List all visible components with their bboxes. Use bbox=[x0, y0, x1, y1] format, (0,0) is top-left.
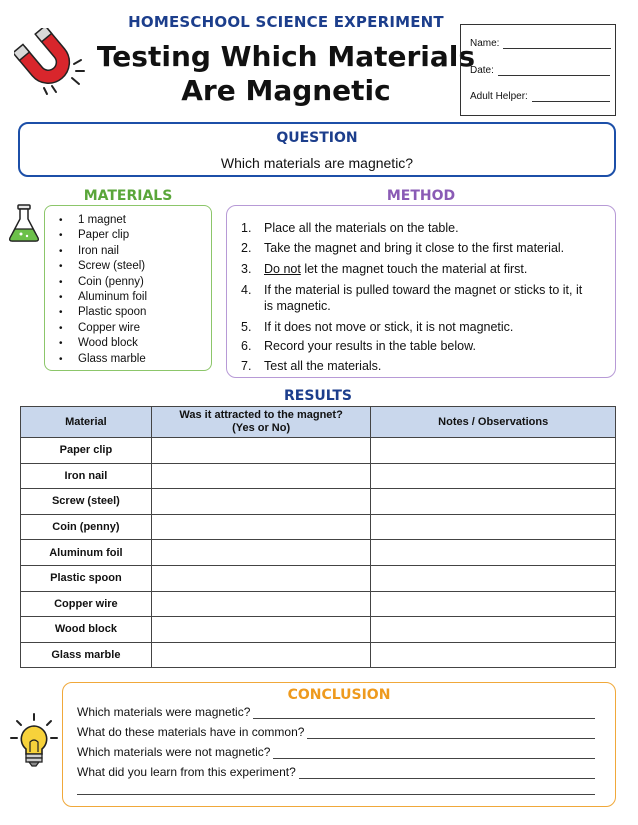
method-step: 1. Place all the materials on the table. bbox=[241, 221, 459, 235]
attracted-cell[interactable] bbox=[151, 591, 371, 617]
attracted-cell[interactable] bbox=[151, 489, 371, 515]
method-step: 3. Do not let the magnet touch the material at first. bbox=[241, 262, 528, 276]
attracted-cell[interactable] bbox=[151, 642, 371, 668]
question-box bbox=[18, 122, 616, 177]
conclusion-box bbox=[62, 682, 616, 807]
notes-cell[interactable] bbox=[371, 463, 616, 489]
material-cell: Copper wire bbox=[21, 591, 152, 617]
answer-line[interactable] bbox=[307, 728, 595, 739]
lightbulb-icon bbox=[8, 712, 60, 770]
table-row bbox=[21, 489, 616, 515]
table-row bbox=[21, 540, 616, 566]
material-item: • Aluminum foil bbox=[59, 290, 147, 305]
method-step: 2. Take the magnet and bring it close to the first material. bbox=[241, 241, 565, 255]
date-field[interactable]: Date: bbox=[470, 65, 610, 76]
method-step: 7. Test all the materials. bbox=[241, 359, 382, 373]
column-header-material: Material bbox=[21, 407, 152, 438]
notes-cell[interactable] bbox=[371, 617, 616, 643]
materials-box bbox=[44, 205, 212, 371]
attracted-cell[interactable] bbox=[151, 617, 371, 643]
material-cell: Plastic spoon bbox=[21, 565, 152, 591]
results-heading: RESULTS bbox=[283, 388, 353, 404]
conclusion-heading: CONCLUSION bbox=[287, 687, 391, 703]
answer-line[interactable] bbox=[253, 708, 595, 719]
notes-cell[interactable] bbox=[371, 438, 616, 464]
table-row bbox=[21, 438, 616, 464]
material-cell: Coin (penny) bbox=[21, 514, 152, 540]
column-header-notes: Notes / Observations bbox=[371, 407, 616, 438]
material-item: • Glass marble bbox=[59, 352, 147, 367]
column-header-attracted: Was it attracted to the magnet? (Yes or No) bbox=[151, 407, 371, 438]
material-item: • Screw (steel) bbox=[59, 259, 147, 274]
material-item: • Plastic spoon bbox=[59, 305, 147, 320]
adult-helper-field[interactable]: Adult Helper: bbox=[470, 91, 610, 102]
results-table bbox=[20, 406, 616, 668]
material-cell: Paper clip bbox=[21, 438, 152, 464]
material-cell: Aluminum foil bbox=[21, 540, 152, 566]
material-item: • 1 magnet bbox=[59, 213, 147, 228]
attracted-cell[interactable] bbox=[151, 540, 371, 566]
name-field[interactable]: Name: bbox=[470, 38, 611, 49]
question-heading: QUESTION bbox=[276, 130, 358, 146]
attracted-cell[interactable] bbox=[151, 438, 371, 464]
notes-cell[interactable] bbox=[371, 642, 616, 668]
magnet-icon bbox=[14, 28, 88, 96]
question-text: Which materials are magnetic? bbox=[220, 155, 414, 171]
table-header-row bbox=[21, 407, 616, 438]
table-row bbox=[21, 591, 616, 617]
material-item: • Paper clip bbox=[59, 228, 147, 243]
material-item: • Coin (penny) bbox=[59, 275, 147, 290]
method-step: 6. Record your results in the table below. bbox=[241, 339, 476, 353]
name-box bbox=[460, 24, 616, 116]
notes-cell[interactable] bbox=[371, 514, 616, 540]
flask-icon bbox=[6, 203, 42, 243]
material-item: • Iron nail bbox=[59, 244, 147, 259]
material-item: • Copper wire bbox=[59, 321, 147, 336]
attracted-cell[interactable] bbox=[151, 514, 371, 540]
conclusion-question[interactable]: Which materials were magnetic? bbox=[77, 705, 595, 719]
materials-heading: MATERIALS bbox=[83, 188, 173, 204]
materials-list bbox=[59, 213, 147, 367]
conclusion-question[interactable]: Which materials were not magnetic? bbox=[77, 745, 595, 759]
conclusion-question[interactable]: What did you learn from this experiment? bbox=[77, 765, 595, 779]
attracted-cell[interactable] bbox=[151, 565, 371, 591]
table-row bbox=[21, 617, 616, 643]
material-cell: Wood block bbox=[21, 617, 152, 643]
table-row bbox=[21, 463, 616, 489]
method-step: 5. If it does not move or stick, it is not magnetic. bbox=[241, 320, 514, 334]
notes-cell[interactable] bbox=[371, 540, 616, 566]
table-row bbox=[21, 514, 616, 540]
attracted-cell[interactable] bbox=[151, 463, 371, 489]
method-heading: METHOD bbox=[386, 188, 456, 204]
method-step: 4. If the material is pulled toward the magnet or sticks to it, it is magnetic. bbox=[241, 283, 583, 313]
material-cell: Screw (steel) bbox=[21, 489, 152, 515]
table-row bbox=[21, 565, 616, 591]
conclusion-question[interactable]: What do these materials have in common? bbox=[77, 725, 595, 739]
material-cell: Glass marble bbox=[21, 642, 152, 668]
method-box bbox=[226, 205, 616, 378]
material-cell: Iron nail bbox=[21, 463, 152, 489]
answer-line[interactable] bbox=[77, 794, 595, 795]
answer-line[interactable] bbox=[299, 768, 595, 779]
table-row bbox=[21, 642, 616, 668]
notes-cell[interactable] bbox=[371, 565, 616, 591]
worksheet-title: Testing Which Materials Are Magnetic bbox=[96, 40, 476, 107]
material-item: • Wood block bbox=[59, 336, 147, 351]
notes-cell[interactable] bbox=[371, 591, 616, 617]
notes-cell[interactable] bbox=[371, 489, 616, 515]
worksheet-kicker: HOMESCHOOL SCIENCE EXPERIMENT bbox=[128, 13, 444, 31]
answer-line[interactable] bbox=[273, 748, 595, 759]
